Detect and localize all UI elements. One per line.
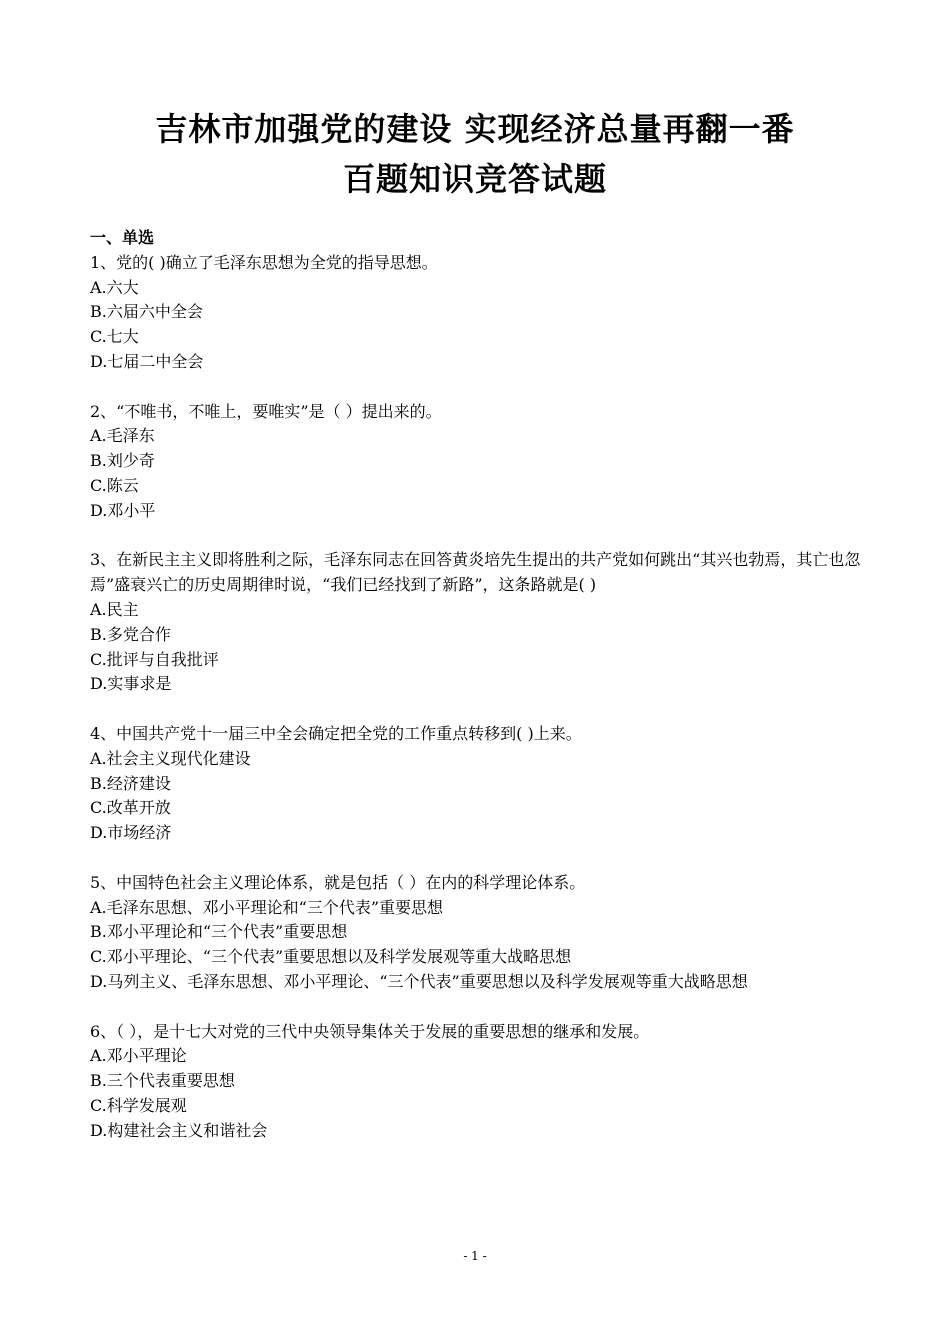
question-option: C.邓小平理论、“三个代表”重要思想以及科学发展观等重大战略思想 [90, 947, 572, 967]
question-stem: 5、中国特色社会主义理论体系，就是包括（ ）在内的科学理论体系。 [90, 872, 586, 892]
question-4 [90, 722, 870, 846]
question-option: B.刘少奇 [90, 451, 155, 471]
question-option: B.六届六中全会 [90, 302, 203, 322]
question-option: C.改革开放 [90, 798, 171, 818]
question-1 [90, 251, 870, 375]
question-option: A.六大 [90, 277, 139, 297]
question-stem: 1、党的( )确立了毛泽东思想为全党的指导思想。 [90, 252, 438, 272]
question-option: D.构建社会主义和谐社会 [90, 1120, 268, 1140]
document-body [90, 226, 870, 1168]
question-stem: 2、“不唯书，不唯上，要唯实”是（ ）提出来的。 [90, 401, 442, 421]
question-5 [90, 871, 870, 995]
document-title-line1: 吉林市加强党的建设 实现经济总量再翻一番 [155, 110, 795, 148]
question-stem: 4、中国共产党十一届三中全会确定把全党的工作重点转移到( )上来。 [90, 723, 582, 743]
question-option: C.陈云 [90, 475, 139, 495]
question-option: A.社会主义现代化建设 [90, 748, 251, 768]
question-option: D.实事求是 [90, 674, 172, 694]
question-option: C.科学发展观 [90, 1095, 187, 1115]
question-option: D.市场经济 [90, 823, 172, 843]
section-heading: 一、单选 [90, 228, 155, 247]
question-option: B.邓小平理论和“三个代表”重要思想 [90, 922, 348, 942]
question-6 [90, 1020, 870, 1144]
question-option: A.民主 [90, 599, 139, 619]
question-option: A.毛泽东思想、邓小平理论和“三个代表”重要思想 [90, 897, 444, 917]
question-option: B.多党合作 [90, 624, 171, 644]
question-option: A.毛泽东 [90, 426, 155, 446]
question-option: C.七大 [90, 327, 139, 347]
question-2 [90, 400, 870, 524]
question-option: D.邓小平 [90, 500, 156, 520]
question-option: D.马列主义、毛泽东思想、邓小平理论、“三个代表”重要思想以及科学发展观等重大战略思想 [90, 971, 748, 991]
question-stem: 6、（ ），是十七大对党的三代中央领导集体关于发展的重要思想的继承和发展。 [90, 1021, 650, 1041]
question-option: C.批评与自我批评 [90, 649, 219, 669]
question-option: D.七届二中全会 [90, 351, 204, 371]
question-stem: 3、在新民主主义即将胜利之际，毛泽东同志在回答黄炎培先生提出的共产党如何跳出“其兴也勃焉，其亡也忽焉”盛衰兴亡的历史周期律时说，“我们已经找到了新路”，这条路就是( ) [90, 550, 861, 595]
question-option: B.经济建设 [90, 773, 171, 793]
document-title-line2: 百题知识竞答试题 [342, 160, 607, 198]
page-number: - 1 - [463, 1249, 487, 1263]
question-3 [90, 548, 870, 697]
question-option: A.邓小平理论 [90, 1046, 187, 1066]
question-option: B.三个代表重要思想 [90, 1071, 235, 1091]
